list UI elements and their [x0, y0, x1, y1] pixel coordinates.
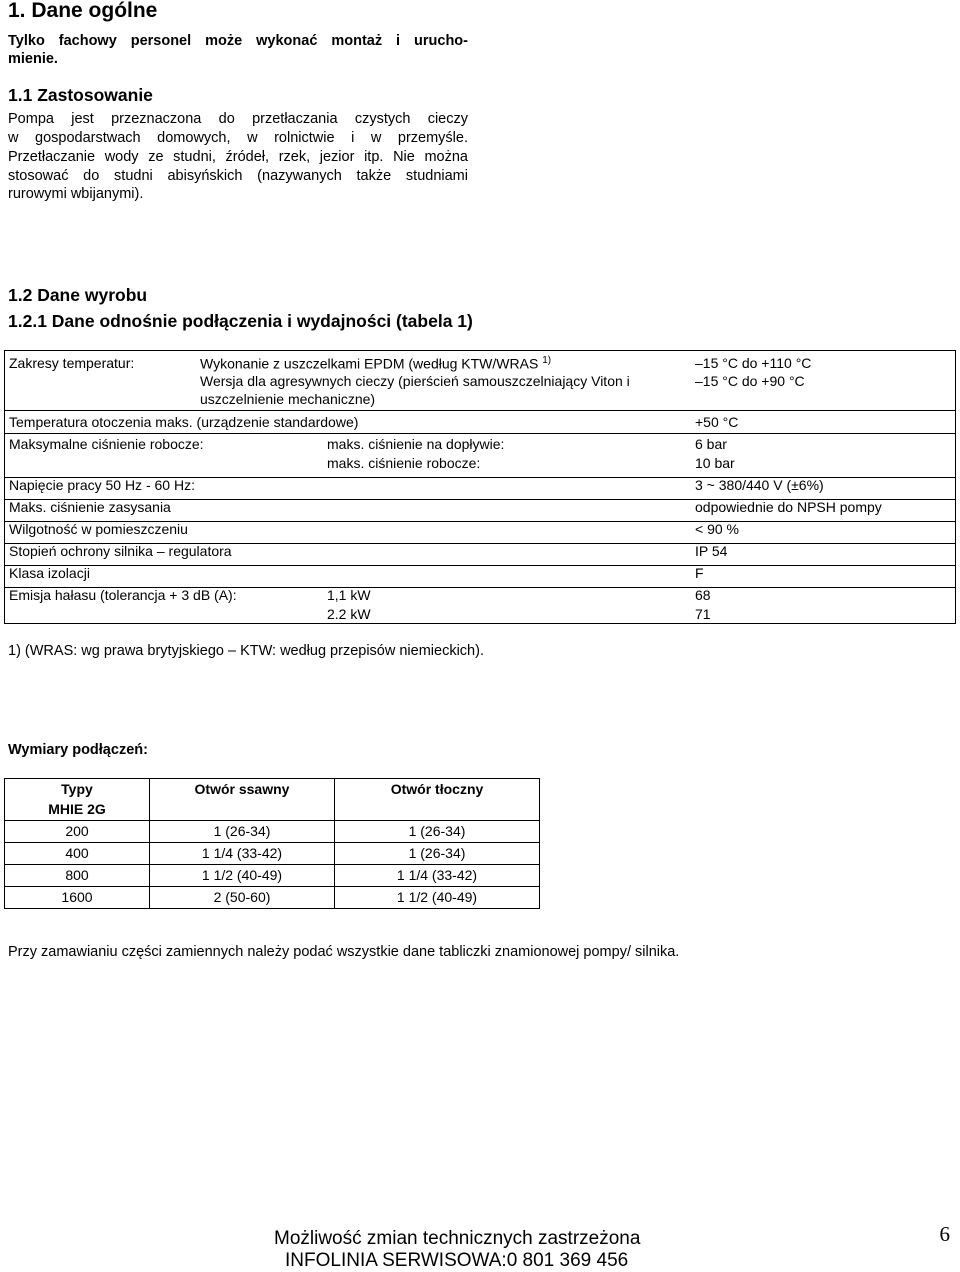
section-1-1-title: 1.1 Zastosowanie	[8, 85, 153, 105]
working-pressure-value: 10 bar	[695, 455, 735, 471]
header-suction: Otwór ssawny	[150, 779, 335, 821]
temp-range-1: –15 °C do +110 °C	[695, 355, 812, 371]
cell-type: 200	[5, 821, 150, 843]
variant-epdm-text: Wykonanie z uszczelkami EPDM (według KTW/WRAS	[200, 355, 539, 372]
section-1-1-line-3: Przetłaczanie wody ze studni, źródeł, rzek, jezior itp. Nie można	[8, 149, 468, 165]
insulation-label: Klasa izolacji	[9, 565, 90, 581]
max-pressure-label: Maksymalne ciśnienie robocze:	[9, 436, 204, 452]
ambient-temp-label: Temperatura otoczenia maks. (urządzenie standardowe)	[9, 414, 359, 430]
intro-line-2: mienie.	[8, 51, 58, 67]
cell-discharge: 1 1/4 (33-42)	[335, 865, 540, 887]
cell-suction: 1 (26-34)	[150, 821, 335, 843]
table-header-row	[5, 779, 540, 821]
noise-value-2: 71	[695, 606, 711, 622]
specs-divider	[5, 565, 955, 566]
variant-viton-line-1: Wersja dla agresywnych cieczy (pierścień samouszczelniający Viton i	[200, 373, 630, 389]
cell-suction: 2 (50-60)	[150, 887, 335, 909]
table-row	[5, 843, 540, 865]
noise-value-1: 68	[695, 587, 711, 603]
cell-discharge: 1 (26-34)	[335, 821, 540, 843]
variant-viton-line-2: uszczelnienie mechaniczne)	[200, 391, 376, 407]
cell-type: 800	[5, 865, 150, 887]
dimensions-table	[4, 778, 540, 909]
working-pressure-label: maks. ciśnienie robocze:	[327, 455, 481, 471]
specs-divider	[5, 410, 955, 411]
cell-suction: 1 1/4 (33-42)	[150, 843, 335, 865]
header-types-line-2: MHIE 2G	[48, 801, 106, 817]
header-types	[5, 779, 150, 821]
temp-range-2: –15 °C do +90 °C	[695, 373, 805, 389]
footer-line-2: INFOLINIA SERWISOWA:0 801 369 456	[285, 1250, 629, 1271]
intro-line-1: Tylko fachowy personel może wykonać montaż i urucho-	[8, 33, 468, 49]
cell-suction: 1 1/2 (40-49)	[150, 865, 335, 887]
section-1-2-title: 1.2 Dane wyrobu	[8, 285, 148, 305]
voltage-label: Napięcie pracy 50 Hz - 60 Hz:	[9, 477, 195, 493]
order-note: Przy zamawianiu części zamiennych należy podać wszystkie dane tabliczki znamionowej pompy/ silnika.	[8, 944, 680, 960]
cell-type: 400	[5, 843, 150, 865]
insulation-value: F	[695, 565, 704, 581]
ambient-temp-value: +50 °C	[695, 414, 739, 430]
section-1-1-line-4: stosować do studni abisyńskich (nazywanych także studniami	[8, 168, 468, 184]
protection-value: IP 54	[695, 543, 728, 559]
page-number: 6	[939, 1222, 950, 1246]
table-row	[5, 821, 540, 843]
footer-line-1: Możliwość zmian technicznych zastrzeżona	[274, 1228, 641, 1249]
power-2: 2.2 kW	[327, 606, 371, 622]
page-title: 1. Dane ogólne	[8, 0, 158, 22]
cell-discharge: 1 1/2 (40-49)	[335, 887, 540, 909]
suction-label: Maks. ciśnienie zasysania	[9, 499, 171, 515]
section-1-1-line-5: rurowymi wbijanymi).	[8, 186, 144, 202]
cell-discharge: 1 (26-34)	[335, 843, 540, 865]
variant-epdm	[200, 355, 551, 372]
suction-value: odpowiednie do NPSH pompy	[695, 499, 882, 515]
table-row	[5, 865, 540, 887]
section-1-1-line-1: Pompa jest przeznaczona do przetłaczania czystych cieczy	[8, 111, 468, 127]
footnote-ref: 1)	[542, 355, 552, 366]
inflow-pressure-label: maks. ciśnienie na dopływie:	[327, 436, 505, 452]
header-discharge: Otwór tłoczny	[335, 779, 540, 821]
table-row	[5, 887, 540, 909]
section-1-2-1-title: 1.2.1 Dane odnośnie podłączenia i wydajności (tabela 1)	[8, 311, 473, 331]
header-types-line-1: Typy	[61, 781, 93, 797]
section-1-1-line-2: w gospodarstwach domowych, w rolnictwie i w przemyśle.	[8, 130, 468, 146]
inflow-pressure-value: 6 bar	[695, 436, 727, 452]
power-1: 1,1 kW	[327, 587, 371, 603]
humidity-value: < 90 %	[695, 521, 739, 537]
voltage-value: 3 ~ 380/440 V (±6%)	[695, 477, 824, 493]
specs-divider	[5, 433, 955, 434]
noise-label: Emisja hałasu (tolerancja + 3 dB (A):	[9, 587, 237, 603]
humidity-label: Wilgotność w pomieszczeniu	[9, 521, 188, 537]
dimensions-title: Wymiary podłączeń:	[8, 742, 148, 758]
specs-table	[4, 350, 956, 624]
footnote: 1) (WRAS: wg prawa brytyjskiego – KTW: według przepisów niemieckich).	[8, 643, 484, 659]
cell-type: 1600	[5, 887, 150, 909]
protection-label: Stopień ochrony silnika – regulatora	[9, 543, 232, 559]
temp-ranges-label: Zakresy temperatur:	[9, 355, 135, 371]
